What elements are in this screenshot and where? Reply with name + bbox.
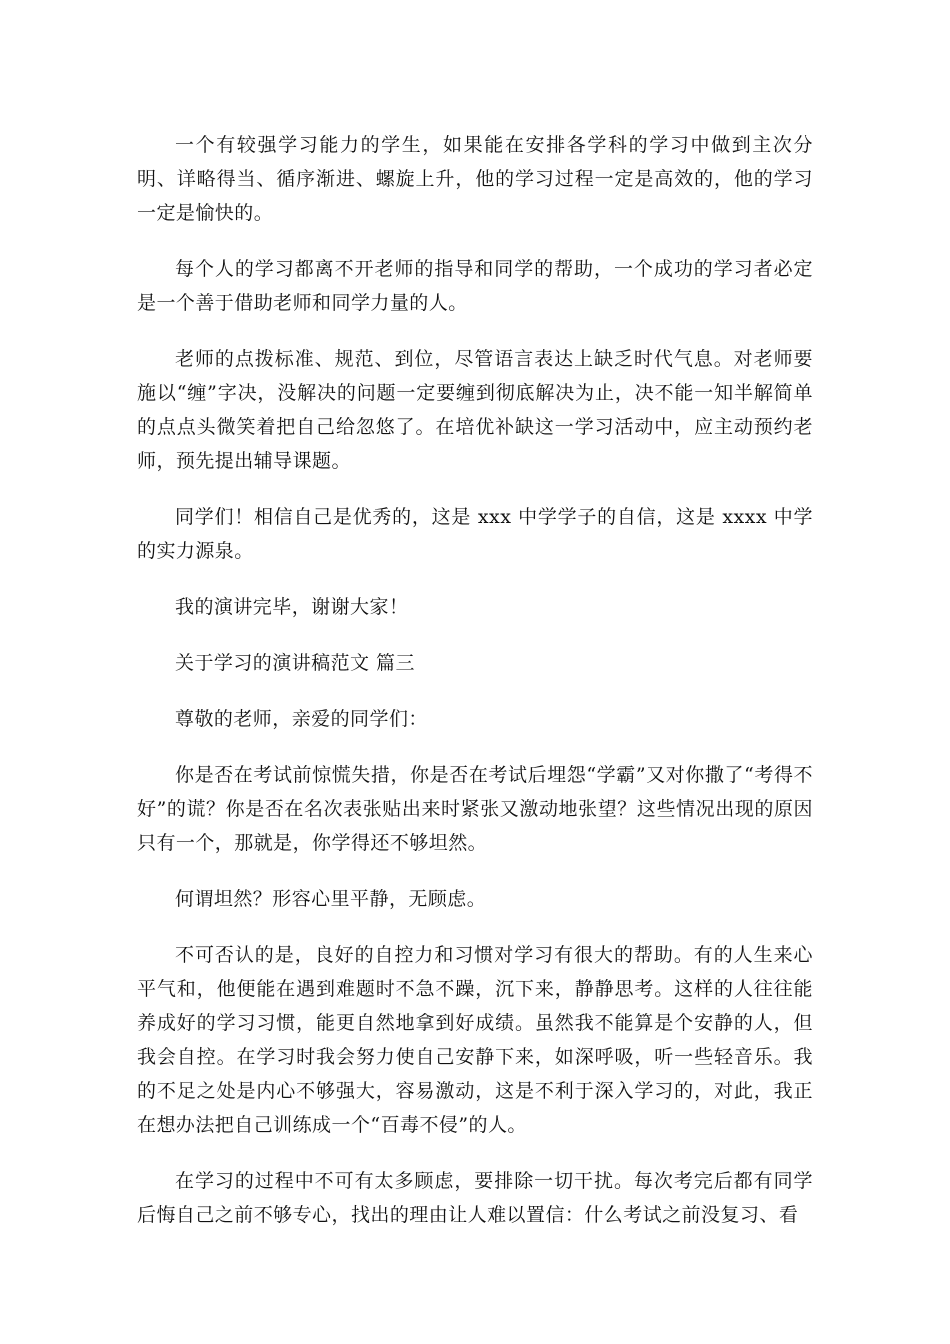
paragraph-no-distractions: 在学习的过程中不可有太多顾虑，要排除一切干扰。每次考完后都有同学后悔自己之前不够专心，找出的理由让人难以置信：什么考试之前没复习、看 [137, 1170, 813, 1226]
paragraph-closing: 我的演讲完毕，谢谢大家！ [175, 596, 409, 618]
paragraph-learning-ability: 一个有较强学习能力的学生，如果能在安排各学科的学习中做到主次分明、详略得当、循序渐进、螺旋上升，他的学习过程一定是高效的，他的学习一定是愉快的。 [137, 134, 813, 224]
paragraph-self-control: 不可否认的是，良好的自控力和习惯对学习有很大的帮助。有的人生来心平气和，他便能在遇到难题时不急不躁，沉下来，静静思考。这样的人往往能养成好的学习习惯，能更自然地拿到好成绩。虽然我不能算是个安静的人，但我会自控。在学习时我会努力使自己安静下来，如深呼吸，听一些轻音乐。我的不足之处是内心不够强大，容易激动，这是不利于深入学习的，对此，我正在想办法把自己训练成一个“百毒不侵”的人。 [137, 944, 813, 1136]
document-body [137, 128, 813, 1232]
paragraph-salutation: 尊敬的老师，亲爱的同学们： [175, 708, 428, 730]
paragraph-calmness-definition: 何谓坦然？形容心里平静，无顾虑。 [175, 888, 487, 910]
paragraph-exam-anxiety: 你是否在考试前惊慌失措，你是否在考试后埋怨“学霸”又对你撒了“考得不好”的谎？你是否在名次表张贴出来时紧张又激动地张望？这些情况出现的原因只有一个，那就是，你学得还不够坦然。 [137, 764, 813, 854]
section-heading: 关于学习的演讲稿范文 篇三 [175, 652, 415, 674]
paragraph-teacher-guidance: 老师的点拨标准、规范、到位，尽管语言表达上缺乏时代气息。对老师要施以“缠”字决，没解决的问题一定要缠到彻底解决为止，决不能一知半解简单的点点头微笑着把自己给忽悠了。在培优补缺这一学习活动中，应主动预约老师，预先提出辅导课题。 [137, 348, 813, 472]
paragraph-teacher-help: 每个人的学习都离不开老师的指导和同学的帮助，一个成功的学习者必定是一个善于借助老师和同学力量的人。 [137, 258, 813, 314]
paragraph-self-confidence: 同学们！相信自己是优秀的，这是 xxx 中学学子的自信，这是 xxxx 中学的实力源泉。 [137, 506, 813, 562]
